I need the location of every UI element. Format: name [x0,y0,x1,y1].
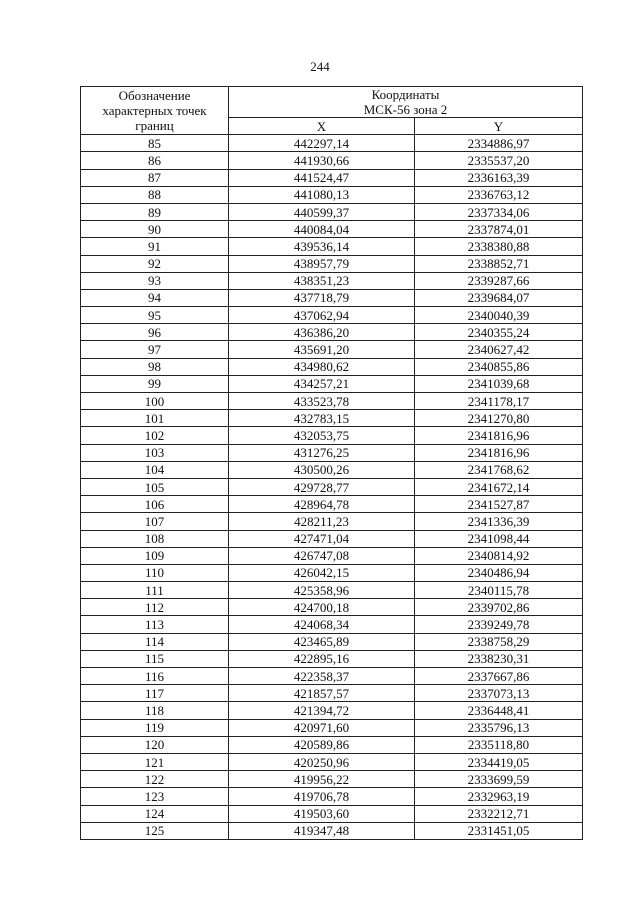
table-row [81,324,583,341]
y-column-header: Y [415,118,583,135]
table-row [81,461,583,478]
y-cell: 2341768,62 [415,461,583,478]
point-cell: 125 [81,822,229,839]
table-row [81,530,583,547]
point-cell: 116 [81,668,229,685]
table-row [81,788,583,805]
point-cell: 122 [81,771,229,788]
coordinates-table [80,86,583,840]
point-cell: 108 [81,530,229,547]
y-cell: 2339702,86 [415,599,583,616]
point-cell: 120 [81,736,229,753]
point-cell: 115 [81,650,229,667]
table-header-row [81,87,583,118]
x-cell: 428211,23 [229,513,415,530]
point-cell: 100 [81,393,229,410]
y-cell: 2332212,71 [415,805,583,822]
point-cell: 86 [81,152,229,169]
y-cell: 2336163,39 [415,169,583,186]
table-row [81,152,583,169]
table-row [81,186,583,203]
point-cell: 124 [81,805,229,822]
x-cell: 421394,72 [229,702,415,719]
point-cell: 103 [81,444,229,461]
table-row [81,341,583,358]
x-cell: 424700,18 [229,599,415,616]
point-header-line-1: Обозначение [118,88,191,104]
x-cell: 439536,14 [229,238,415,255]
x-cell: 419347,48 [229,822,415,839]
table-row [81,719,583,736]
point-cell: 101 [81,410,229,427]
x-cell: 438957,79 [229,255,415,272]
y-cell: 2337667,86 [415,668,583,685]
point-cell: 114 [81,633,229,650]
table-row [81,427,583,444]
point-cell: 89 [81,203,229,220]
table-row [81,771,583,788]
y-cell: 2334419,05 [415,753,583,770]
y-cell: 2340627,42 [415,341,583,358]
table-row [81,736,583,753]
table-row [81,685,583,702]
point-column-header [81,87,229,135]
point-cell: 105 [81,478,229,495]
table-row [81,513,583,530]
x-cell: 422358,37 [229,668,415,685]
y-cell: 2340855,86 [415,358,583,375]
table-row [81,238,583,255]
x-cell: 435691,20 [229,341,415,358]
x-cell: 430500,26 [229,461,415,478]
point-cell: 102 [81,427,229,444]
y-cell: 2339287,66 [415,272,583,289]
x-cell: 431276,25 [229,444,415,461]
y-cell: 2333699,59 [415,771,583,788]
y-cell: 2337334,06 [415,203,583,220]
y-cell: 2331451,05 [415,822,583,839]
table-row [81,221,583,238]
point-cell: 95 [81,307,229,324]
y-cell: 2334886,97 [415,135,583,152]
point-cell: 109 [81,547,229,564]
point-cell: 93 [81,272,229,289]
table-row [81,203,583,220]
point-header-line-2: характерных точек [102,103,207,119]
x-cell: 433523,78 [229,393,415,410]
y-cell: 2335118,80 [415,736,583,753]
table-row [81,547,583,564]
y-cell: 2340355,24 [415,324,583,341]
x-cell: 422895,16 [229,650,415,667]
coordinates-header-line-2: МСК-56 зона 2 [363,102,448,117]
table-row [81,753,583,770]
y-cell: 2341336,39 [415,513,583,530]
point-cell: 88 [81,186,229,203]
point-cell: 90 [81,221,229,238]
table-row [81,358,583,375]
point-cell: 121 [81,753,229,770]
table-row [81,616,583,633]
point-cell: 104 [81,461,229,478]
x-cell: 426042,15 [229,564,415,581]
coordinates-header [229,87,583,118]
point-cell: 94 [81,289,229,306]
y-cell: 2341672,14 [415,478,583,495]
x-cell: 429728,77 [229,478,415,495]
table-body [81,135,583,840]
table-row [81,375,583,392]
point-cell: 111 [81,582,229,599]
table-row [81,564,583,581]
y-cell: 2340040,39 [415,307,583,324]
table-row [81,633,583,650]
point-cell: 92 [81,255,229,272]
y-cell: 2341039,68 [415,375,583,392]
point-cell: 118 [81,702,229,719]
x-cell: 419956,22 [229,771,415,788]
point-cell: 97 [81,341,229,358]
x-cell: 437062,94 [229,307,415,324]
table-row [81,169,583,186]
y-cell: 2341270,80 [415,410,583,427]
x-cell: 419503,60 [229,805,415,822]
x-cell: 419706,78 [229,788,415,805]
x-cell: 437718,79 [229,289,415,306]
x-cell: 438351,23 [229,272,415,289]
y-cell: 2332963,19 [415,788,583,805]
x-cell: 432783,15 [229,410,415,427]
y-cell: 2338230,31 [415,650,583,667]
point-cell: 98 [81,358,229,375]
table-row [81,289,583,306]
y-cell: 2341816,96 [415,444,583,461]
y-cell: 2341527,87 [415,496,583,513]
table-row [81,272,583,289]
point-cell: 107 [81,513,229,530]
point-cell: 110 [81,564,229,581]
point-cell: 123 [81,788,229,805]
x-cell: 423465,89 [229,633,415,650]
x-cell: 420250,96 [229,753,415,770]
y-cell: 2336448,41 [415,702,583,719]
y-cell: 2337874,01 [415,221,583,238]
point-cell: 87 [81,169,229,186]
table-row [81,444,583,461]
point-cell: 85 [81,135,229,152]
point-cell: 113 [81,616,229,633]
x-cell: 425358,96 [229,582,415,599]
point-cell: 117 [81,685,229,702]
y-cell: 2339684,07 [415,289,583,306]
table-row [81,650,583,667]
x-cell: 441524,47 [229,169,415,186]
x-cell: 426747,08 [229,547,415,564]
x-cell: 440599,37 [229,203,415,220]
page-number: 244 [310,59,330,74]
point-cell: 119 [81,719,229,736]
x-cell: 427471,04 [229,530,415,547]
x-cell: 440084,04 [229,221,415,238]
y-cell: 2340814,92 [415,547,583,564]
table-row [81,255,583,272]
y-cell: 2335796,13 [415,719,583,736]
coordinates-header-line-1: Координаты [371,87,440,102]
table-row [81,478,583,495]
table-row [81,822,583,839]
table-row [81,805,583,822]
table-row [81,599,583,616]
table-row [81,582,583,599]
table-row [81,496,583,513]
y-cell: 2340486,94 [415,564,583,581]
point-cell: 106 [81,496,229,513]
x-cell: 442297,14 [229,135,415,152]
point-cell: 99 [81,375,229,392]
y-cell: 2336763,12 [415,186,583,203]
table-row [81,702,583,719]
table-row [81,393,583,410]
x-cell: 436386,20 [229,324,415,341]
x-cell: 432053,75 [229,427,415,444]
y-cell: 2335537,20 [415,152,583,169]
x-cell: 441930,66 [229,152,415,169]
y-cell: 2340115,78 [415,582,583,599]
x-cell: 434257,21 [229,375,415,392]
y-cell: 2338852,71 [415,255,583,272]
x-column-header: X [229,118,415,135]
table-row [81,307,583,324]
y-cell: 2341178,17 [415,393,583,410]
x-cell: 420971,60 [229,719,415,736]
y-cell: 2339249,78 [415,616,583,633]
x-cell: 424068,34 [229,616,415,633]
x-cell: 420589,86 [229,736,415,753]
x-cell: 434980,62 [229,358,415,375]
point-cell: 112 [81,599,229,616]
x-cell: 428964,78 [229,496,415,513]
y-cell: 2341098,44 [415,530,583,547]
point-header-line-3: границ [135,118,174,134]
y-cell: 2338380,88 [415,238,583,255]
y-cell: 2341816,96 [415,427,583,444]
table-row [81,668,583,685]
point-cell: 91 [81,238,229,255]
x-cell: 421857,57 [229,685,415,702]
x-cell: 441080,13 [229,186,415,203]
table-row [81,410,583,427]
y-cell: 2337073,13 [415,685,583,702]
table-row [81,135,583,152]
y-cell: 2338758,29 [415,633,583,650]
point-cell: 96 [81,324,229,341]
